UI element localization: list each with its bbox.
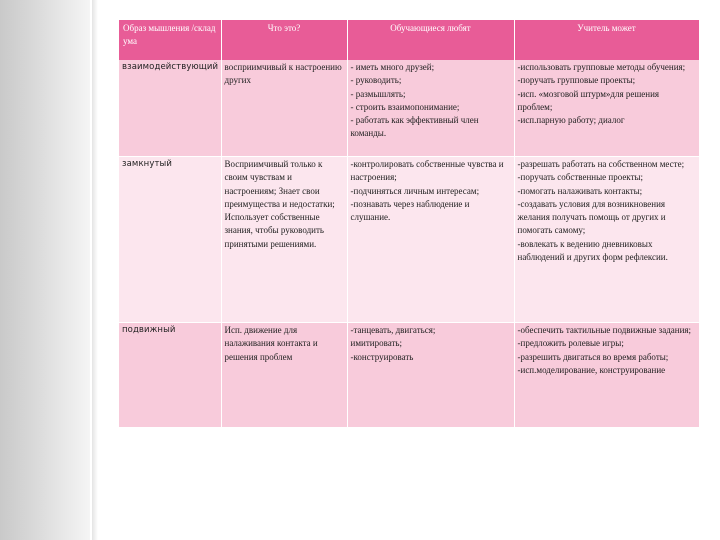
cell-what: Исп. движение для налаживания контакта и решения проблем [221,323,347,428]
list-item: -контролировать собственные чувства и настроения; [350,159,504,183]
list-item: - руководить; [350,75,402,86]
thinking-styles-table [119,20,700,428]
list-item: -вовлекать к ведению дневниковых наблюдений и других форм рефлексии. [517,238,668,263]
list-item: - строить взаимопонимание; [350,101,460,112]
table-row [119,60,699,157]
header-teacher-can: Учитель может [514,20,699,60]
cell-type: взаимодействующий [119,60,221,157]
list-item: -использовать групповые методы обучения; [517,62,686,72]
cell-type: подвижный [119,323,221,428]
table-row [119,157,699,323]
list-item: -подчиняться личным интересам; [350,185,480,196]
list-item: -предложить ролевые игры; [517,338,624,349]
cell-students-like [347,157,514,323]
table-row [119,323,699,428]
table-header-row [119,20,699,60]
list-item: -разрешить двигаться во время работы; [517,351,669,362]
cell-teacher-can [514,323,699,428]
list-item: -конструировать [350,351,414,362]
list-item: -исп. «мозговой штурм»для решения проблем; [517,88,660,112]
cell-students-like [347,323,514,428]
list-item: -поручать групповые проекты; [517,75,636,86]
list-item: -поручать собственные проекты; [517,172,644,183]
header-students-like: Обучающиеся любят [347,20,514,60]
header-thinking-style: Образ мышления /склад ума [119,20,221,60]
list-item: -создавать условия для возникновения желания получать помощь от других и помогать самому; [517,198,666,236]
left-decorative-band [0,0,90,540]
list-item: -разрешать работать на собственном месте; [517,159,685,169]
list-item: -исп.парную работу; диалог [517,115,625,126]
header-what-is-it: Что это? [221,20,347,60]
list-item: - размышлять; [350,88,406,99]
list-item: -исп.моделирование, конструирование [517,364,666,375]
list-item: имитировать; [350,338,403,349]
cell-teacher-can [514,60,699,157]
list-item: -познавать через наблюдение и слушание. [350,198,470,223]
left-band-edge [92,0,98,540]
cell-what: восприимчивый к настроению других [221,60,347,157]
cell-what: Восприимчивый только к своим чувствам и настроениям; Знает свои преимущества и недостатки; Использует собственные знания, чтобы руководить принятыми решениями. [221,157,347,323]
list-item: - работать как эффективный член команды. [350,115,479,139]
list-item: -обеспечить тактильные подвижные задания; [517,325,692,335]
cell-type: замкнутый [119,157,221,323]
list-item: - иметь много друзей; [350,62,435,72]
list-item: -помогать налаживать контакты; [517,185,643,196]
cell-teacher-can [514,157,699,323]
cell-students-like [347,60,514,157]
list-item: -танцевать, двигаться; [350,325,436,335]
